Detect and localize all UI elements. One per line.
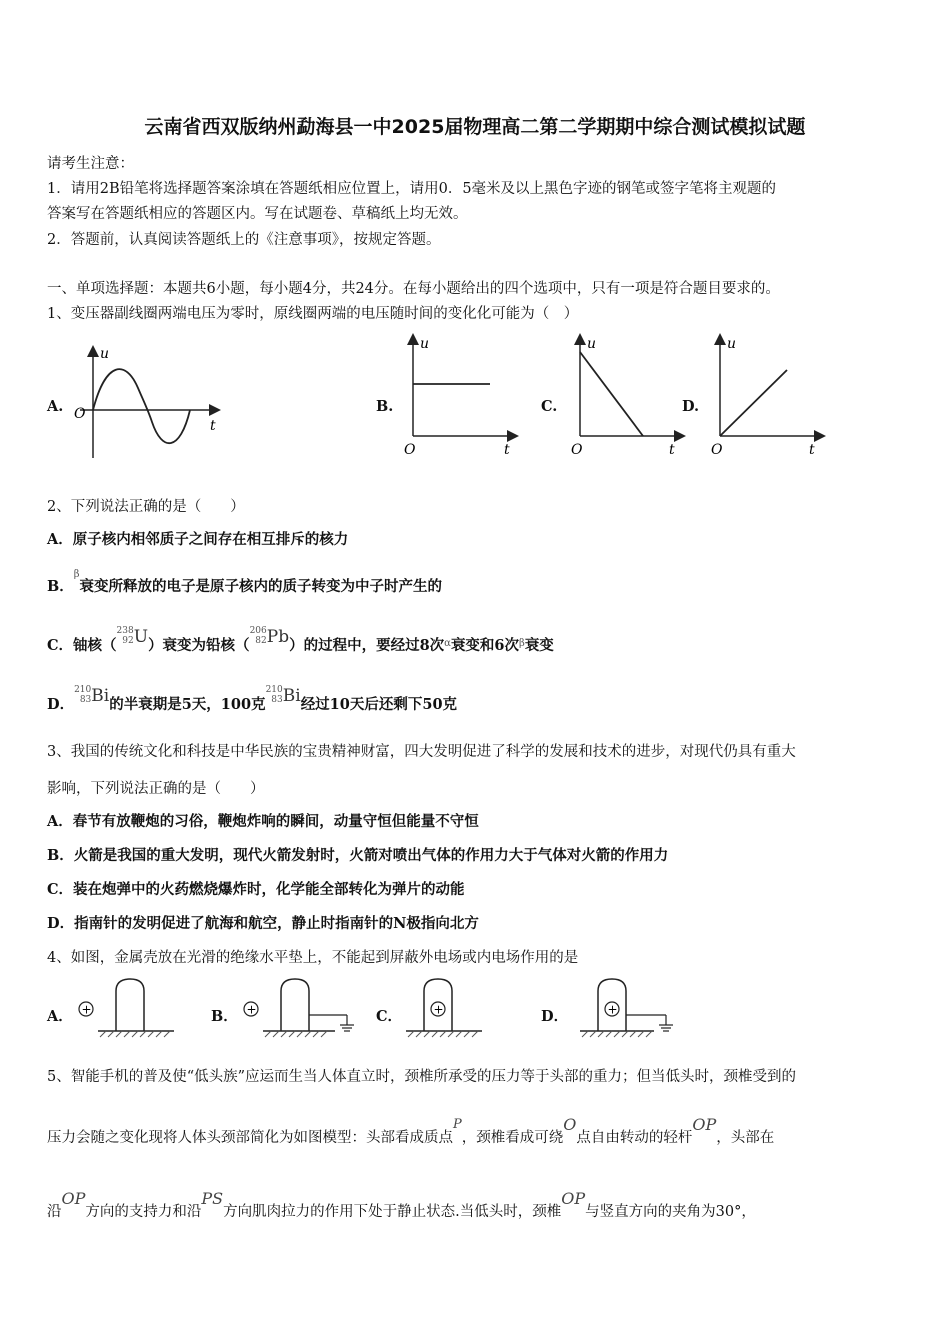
q1-c-axis-u: u bbox=[587, 336, 597, 352]
q1-graph-b bbox=[398, 330, 523, 458]
q2-c-u-num: 92 bbox=[122, 636, 134, 646]
q4-c-charge: + bbox=[433, 1002, 444, 1017]
q4-a-charge: + bbox=[81, 1002, 92, 1017]
q2-c-lead bbox=[249, 626, 290, 647]
q2-d-symbol-1: Bi bbox=[91, 686, 110, 706]
q1-d-axis-t: t bbox=[809, 442, 815, 458]
q2-d-end: 经过10天后还剩下50克 bbox=[300, 696, 458, 713]
q2-c-pb-symbol: Pb bbox=[266, 627, 290, 647]
q2-option-d bbox=[47, 685, 458, 714]
q5-line2-part-c: 点自由转动的轻杆 bbox=[576, 1130, 693, 1146]
q2-b-text: 衰变所释放的电子是原子核内的质子转变为中子时产生的 bbox=[79, 578, 443, 595]
q3-option-d: D．指南针的发明促进了航海和航空，静止时指南针的N极指向北方 bbox=[47, 915, 479, 932]
q2-c-and: 衰变和6次 bbox=[450, 637, 520, 654]
q2-d-mass-2: 210 bbox=[265, 685, 283, 695]
q2-b-beta: β bbox=[73, 569, 80, 580]
question-5-line-2 bbox=[47, 1115, 775, 1147]
q1-d-origin: O bbox=[711, 442, 723, 458]
q2-c-alpha: α bbox=[444, 638, 451, 649]
q1-graph-c bbox=[565, 330, 690, 458]
q2-option-a: A．原子核内相邻质子之间存在相互排斥的核力 bbox=[47, 531, 349, 548]
q2-d-num-1: 83 bbox=[79, 695, 92, 705]
question-5-line-1: 5、智能手机的普及使“低头族”应运而生当人体直立时，颈椎所承受的压力等于头部的重力；但当低头时，颈椎受到的 bbox=[47, 1069, 797, 1085]
q1-b-axis-u: u bbox=[420, 336, 430, 352]
question-3-stem-2: 影响，下列说法正确的是（ ） bbox=[47, 781, 265, 797]
q2-d-label: D． bbox=[47, 696, 75, 713]
q1-graph-a bbox=[68, 340, 228, 462]
q1-a-origin: O bbox=[74, 406, 86, 422]
q2-c-pb-mass: 206 bbox=[249, 626, 267, 636]
q4-b-charge: + bbox=[246, 1002, 257, 1017]
q4-d-charge: + bbox=[607, 1002, 618, 1017]
question-2-stem: 2、下列说法正确的是（ ） bbox=[47, 499, 245, 515]
q1-c-origin: O bbox=[571, 442, 583, 458]
q4-figure-c bbox=[400, 975, 510, 1043]
q2-d-mass-1: 210 bbox=[74, 685, 92, 695]
q5-symbol-ps: PS bbox=[201, 1189, 224, 1208]
q2-option-c bbox=[47, 626, 554, 655]
q1-graph-d bbox=[705, 330, 830, 458]
q3-option-c: C．装在炮弹中的火药燃烧爆炸时，化学能全部转化为弹片的动能 bbox=[47, 881, 465, 898]
q2-c-u-symbol: U bbox=[133, 627, 149, 647]
q3-option-b: B．火箭是我国的重大发明，现代火箭发射时，火箭对喷出气体的作用力大于气体对火箭的作用力 bbox=[47, 847, 669, 864]
q2-d-num-2: 83 bbox=[271, 695, 283, 705]
q2-c-u-mass: 238 bbox=[116, 626, 134, 636]
q5-line2-part-a: 压力会随之变化现将人体头颈部简化为如图模型：头部看成质点 bbox=[47, 1130, 453, 1146]
q5-symbol-op-2: OP bbox=[61, 1189, 86, 1208]
q1-b-origin: O bbox=[404, 442, 416, 458]
q2-b-label: B． bbox=[47, 578, 74, 595]
notice-heading: 请考生注意： bbox=[47, 156, 134, 172]
q1-option-d-label: D. bbox=[682, 398, 700, 415]
q2-option-b bbox=[47, 569, 443, 596]
q1-option-b-label: B. bbox=[376, 398, 394, 415]
q1-option-a-label: A. bbox=[47, 398, 64, 415]
q2-c-label: C．铀核（ bbox=[47, 637, 117, 654]
question-5-line-3 bbox=[47, 1189, 756, 1221]
question-4-stem: 4、如图，金属壳放在光滑的绝缘水平垫上，不能起到屏蔽外电场或内电场作用的是 bbox=[47, 950, 579, 966]
q1-b-axis-t: t bbox=[504, 442, 510, 458]
q5-line3-part-b: 方向的支持力和沿 bbox=[85, 1204, 202, 1220]
q1-a-axis-u: u bbox=[100, 346, 110, 362]
q4-option-b-label: B． bbox=[211, 1008, 238, 1025]
notice-line-1b: 答案写在答题纸相应的答题区内。写在试题卷、草稿纸上均无效。 bbox=[47, 206, 468, 222]
q5-line2-part-d: ，头部在 bbox=[716, 1130, 775, 1146]
q1-c-axis-t: t bbox=[669, 442, 675, 458]
q5-line2-part-b: ，颈椎看成可绕 bbox=[461, 1130, 564, 1146]
q1-a-axis-t: t bbox=[210, 418, 216, 434]
q4-figure-b bbox=[235, 975, 360, 1043]
q4-option-d-label: D． bbox=[541, 1008, 569, 1025]
q3-option-a: A．春节有放鞭炮的习俗，鞭炮炸响的瞬间，动量守恒但能量不守恒 bbox=[47, 813, 479, 830]
q2-c-pb-num: 82 bbox=[255, 636, 267, 646]
notice-line-1: 1．请用2B铅笔将选择题答案涂填在答题纸相应位置上，请用0．5毫米及以上黑色字迹的钢笔或签字笔将主观题的 bbox=[47, 181, 777, 197]
question-3-stem-1: 3、我国的传统文化和科技是中华民族的宝贵精神财富，四大发明促进了科学的发展和技术的进步，对现代仍具有重大 bbox=[47, 744, 796, 760]
question-1-stem: 1、变压器副线圈两端电压为零时，原线圈两端的电压随时间的变化化可能为（ ） bbox=[47, 306, 579, 322]
q5-line3-part-d: 与竖直方向的夹角为30°， bbox=[585, 1204, 756, 1220]
q5-line3-part-a: 沿 bbox=[47, 1204, 62, 1220]
q1-option-c-label: C. bbox=[541, 398, 558, 415]
q4-figure-a bbox=[70, 975, 180, 1043]
q2-c-uranium bbox=[116, 626, 149, 647]
q5-symbol-op-3: OP bbox=[561, 1189, 586, 1208]
q5-symbol-o: O bbox=[563, 1115, 577, 1134]
q2-c-end: 衰变 bbox=[524, 637, 554, 654]
q1-d-axis-u: u bbox=[727, 336, 737, 352]
q2-c-mid: ）衰变为铅核（ bbox=[148, 637, 250, 654]
page-title: 云南省西双版纳州勐海县一中2025届物理高二第二学期期中综合测试模拟试题 bbox=[144, 116, 806, 138]
q2-d-bismuth-2 bbox=[265, 685, 301, 706]
q2-d-mid: 的半衰期是5天，100克 bbox=[109, 696, 266, 713]
q4-option-c-label: C． bbox=[376, 1008, 403, 1025]
notice-line-2: 2．答题前，认真阅读答题纸上的《注意事项》，按规定答题。 bbox=[47, 232, 441, 248]
q5-symbol-op-1: OP bbox=[692, 1115, 717, 1134]
q2-c-after: ）的过程中，要经过8次 bbox=[289, 637, 445, 654]
q2-c-beta: β bbox=[519, 638, 525, 649]
q2-d-bismuth-1 bbox=[74, 685, 110, 706]
section-heading: 一、单项选择题：本题共6小题，每小题4分，共24分。在每小题给出的四个选项中，只有一项是符合题目要求的。 bbox=[47, 281, 780, 297]
q4-option-a-label: A． bbox=[47, 1008, 73, 1025]
q5-line3-part-c: 方向肌肉拉力的作用下处于静止状态.当低头时，颈椎 bbox=[223, 1204, 562, 1220]
q5-symbol-p: P bbox=[453, 1117, 462, 1132]
q4-figure-d bbox=[570, 975, 690, 1043]
q2-d-symbol-2: Bi bbox=[282, 686, 301, 706]
